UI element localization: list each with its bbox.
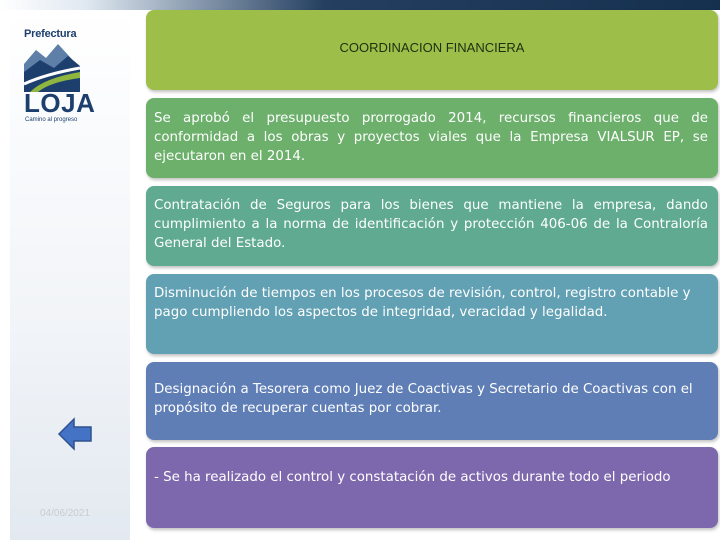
slide-date: 04/06/2021 [40,508,91,519]
back-button[interactable] [57,417,93,451]
item-text: Disminución de tiempos en los procesos de revisión, control, registro contable y pago cumpliendo los aspectos de integridad, veracidad y legalidad. [154,286,691,320]
arrow-left-icon[interactable] [57,417,93,451]
top-bar [0,0,720,10]
item-box-1 [146,98,718,178]
item-box-5 [146,447,718,528]
logo-title: Prefectura [24,28,77,40]
item-box-3 [146,274,718,354]
item-text: Se aprobó el presupuesto prorrogado 2014, recursos financieros que de conformidad a los obras y proyectos viales que la Empresa VIALSUR EP, se ejecutaron en el 2014. [154,111,708,164]
item-box-4 [146,362,718,440]
page-title: COORDINACION FINANCIERA [339,39,525,55]
mountain-road-icon [24,42,80,92]
item-text: - Se ha realizado el control y constatación de activos durante todo el periodo [154,470,671,485]
item-box-2 [146,186,718,266]
logo-tagline: Camino al progreso [25,117,78,123]
item-text: Designación a Tesorera como Juez de Coactivas y Secretario de Coactivas con el propósito de recuperar cuentas por cobrar. [154,382,693,416]
item-text: Contratación de Seguros para los bienes que mantiene la empresa, dando cumplimiento a la norma de identificación y protección 406-06 de la Contraloría General del Estado. [154,198,708,251]
header-box [146,10,718,90]
prefectura-loja-logo [22,28,96,128]
logo-name: LOJA [24,88,96,118]
